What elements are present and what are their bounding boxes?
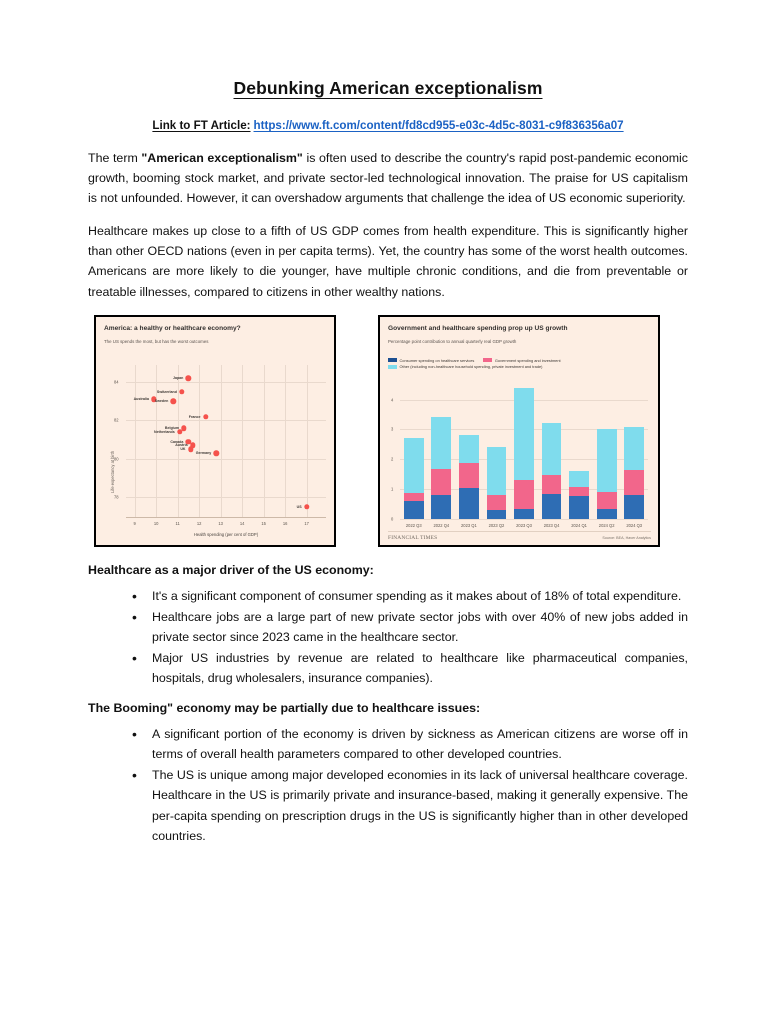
list-item: • It's a significant component of consumer spending as it makes about of 18% of total expenditure.	[132, 586, 688, 606]
bar-segment-1	[431, 469, 451, 496]
scatter-point-label: Australia	[133, 397, 149, 402]
scatter-x-tick-label: 11	[175, 520, 180, 526]
bar-chart-subtitle: Percentage point contribution to annual quarterly real GDP growth	[388, 338, 517, 344]
page-title: Debunking American exceptionalism	[233, 78, 543, 98]
ft-article-url[interactable]: https://www.ft.com/content/fd8cd955-e03c-4d5c-8031-c9f836356a07	[253, 119, 624, 132]
bar-segment-1	[404, 493, 424, 501]
american-exceptionalism-term: "American exceptionalism"	[141, 151, 303, 165]
bar-x-tick-label: 2022 Q4	[433, 522, 450, 528]
scatter-gridline-vertical	[156, 365, 157, 517]
bar-plot-area	[391, 379, 648, 528]
scatter-point-label: Belgium	[164, 426, 180, 431]
scatter-point-label: US	[296, 505, 302, 510]
scatter-point-us	[304, 504, 309, 509]
legend-row-1	[388, 358, 561, 365]
bar-column	[569, 471, 589, 519]
ft-brand-label: FINANCIAL TIMES	[388, 534, 438, 541]
bar-y-tick-label: 3	[391, 426, 394, 432]
bar-segment-2	[542, 423, 562, 475]
bar-x-tick-label: 2024 Q3	[626, 522, 643, 528]
bar-segment-1	[597, 492, 617, 508]
bar-segment-0	[431, 495, 451, 518]
bar-segment-2	[487, 447, 507, 495]
figure-bar-gdp-contributions	[378, 315, 660, 547]
scatter-point-label: Germany	[195, 451, 212, 456]
legend-swatch-consumer-healthcare	[388, 358, 397, 362]
bar-y-tick-label: 2	[391, 456, 394, 462]
section-heading-booming-economy: The Booming" economy may be partially due to healthcare issues:	[88, 701, 481, 716]
scatter-x-tick-label: 10	[153, 520, 159, 526]
bar-column	[514, 388, 534, 519]
scatter-point-label: France	[188, 414, 201, 419]
bar-segment-2	[569, 471, 589, 487]
scatter-y-tick-label: 80	[114, 456, 119, 462]
bar-segment-0	[624, 495, 644, 518]
bar-chart-title: Government and healthcare spending prop up US growth	[388, 324, 568, 332]
scatter-gridline-vertical	[242, 365, 243, 517]
scatter-x-tick-label: 14	[239, 520, 245, 526]
figure-footer-rule	[388, 531, 651, 532]
bar-y-tick-label: 4	[391, 397, 394, 402]
scatter-y-tick-label: 78	[114, 494, 119, 500]
bar-x-tick-label: 2023 Q3	[516, 522, 532, 528]
bar-x-tick-label: 2024 Q2	[598, 522, 615, 528]
scatter-point-switzerland	[179, 389, 184, 394]
bar-column	[597, 429, 617, 518]
bar-segment-1	[514, 480, 534, 509]
scatter-x-tick-label: 9	[133, 520, 136, 526]
bar-column	[542, 423, 562, 518]
scatter-point-label: Netherlands	[153, 429, 175, 434]
bar-x-tick-label: 2022 Q3	[405, 522, 422, 528]
bar-segment-2	[459, 435, 479, 462]
scatter-point-uk	[188, 447, 193, 452]
legend-label-government: Government spending and investment	[494, 357, 561, 363]
figure-scatter-health-spending	[94, 315, 336, 547]
scatter-chart-subtitle: The US spends the most, but has the worst outcomes	[104, 338, 209, 344]
bar-column	[487, 447, 507, 518]
bar-segment-0	[569, 496, 589, 518]
list-item: • A significant portion of the economy is driven by sickness as American citizens are worse off in terms of overall health parameters compared to other developed countries.	[132, 724, 688, 764]
link-label: Link to FT Article:	[152, 119, 251, 132]
scatter-gridline-horizontal	[126, 497, 326, 498]
scatter-point-sweden	[171, 399, 176, 404]
scatter-x-tick-label: 16	[282, 520, 288, 526]
scatter-gridline-vertical	[221, 365, 222, 517]
scatter-x-tick-label: 15	[261, 520, 266, 526]
scatter-x-axis-line	[126, 517, 326, 518]
bar-column	[431, 417, 451, 518]
bullet-list-healthcare-driver	[88, 586, 688, 688]
scatter-gridline-vertical	[264, 365, 265, 517]
scatter-point-label: Switzerland	[156, 389, 177, 394]
paragraph-1-rest: is often used to describe the country's rapid post-pandemic economic growth, booming stock market, and private sector-led technological innovation. The praise for US capitalism is not unfounded. However, it can overshadow arguments that challenge the idea of US economic superiority.	[88, 151, 688, 206]
scatter-chart-title: America: a healthy or healthcare economy?	[104, 324, 241, 332]
bar-x-tick-label: 2023 Q2	[488, 522, 505, 528]
bar-segment-1	[624, 470, 644, 495]
list-item: • The US is unique among major developed economies in its lack of universal healthcare coverage. Healthcare in the US is primarily private and insurance-based, making it generally expensive. The per-capita spending on prescription drugs in the US is significantly higher than in other developed countries.	[132, 765, 688, 845]
scatter-point-label: Japan	[172, 376, 184, 381]
bar-segment-0	[542, 494, 562, 519]
paragraph-1	[88, 148, 688, 208]
section-heading-healthcare-driver: Healthcare as a major driver of the US economy:	[88, 562, 374, 577]
bar-segment-2	[597, 429, 617, 492]
scatter-x-tick-label: 13	[218, 520, 223, 526]
paragraph-1-lead: The term	[88, 151, 142, 165]
scatter-point-label: Sweden	[154, 399, 169, 404]
scatter-y-tick-label: 82	[114, 417, 119, 423]
bar-segment-2	[431, 417, 451, 468]
scatter-point-label: Canada	[170, 439, 184, 444]
scatter-gridline-horizontal	[126, 459, 326, 460]
scatter-point-germany	[214, 450, 219, 455]
scatter-x-tick-label: 12	[196, 520, 202, 526]
bar-column	[624, 427, 644, 519]
ft-article-link-line	[88, 119, 688, 132]
scatter-x-axis-title: Health spending (per cent of GDP)	[193, 531, 259, 537]
bar-segment-2	[624, 427, 644, 470]
bar-segment-0	[459, 488, 479, 519]
bar-segment-2	[514, 388, 534, 480]
list-item: • Healthcare jobs are a large part of new private sector jobs with over 40% of new jobs added in private sector since 2023 came in the healthcare sector.	[132, 607, 688, 647]
bar-chart-legend	[388, 358, 561, 372]
bar-gridline-horizontal	[400, 519, 648, 520]
bar-x-tick-label: 2023 Q4	[543, 522, 560, 528]
bar-segment-2	[404, 438, 424, 493]
bar-column	[459, 435, 479, 518]
bar-segment-0	[514, 509, 534, 519]
scatter-gridline-vertical	[307, 365, 308, 517]
bar-segment-1	[487, 495, 507, 510]
bar-segment-0	[597, 509, 617, 519]
scatter-gridline-vertical	[285, 365, 286, 517]
bar-segment-1	[542, 475, 562, 493]
bullet-list-booming-economy	[88, 724, 688, 846]
scatter-x-tick-label: 17	[304, 520, 309, 526]
paragraph-2: Healthcare makes up close to a fifth of US GDP comes from health expenditure. This is significantly higher than other OECD nations (even in per capita terms). Yet, the country has some of the worst health outcomes. Americans are more likely to die younger, have multiple chronic conditions, and die from preventable or treatable illnesses, compared to citizens in other wealthy nations.	[88, 224, 688, 299]
scatter-point-label: UK	[180, 447, 186, 452]
figure-footer	[388, 535, 651, 541]
bar-segment-0	[404, 501, 424, 519]
bar-chart-canvas	[380, 317, 658, 545]
legend-swatch-government	[483, 358, 492, 362]
bar-x-tick-label: 2024 Q1	[571, 522, 587, 528]
list-item: • Major US industries by revenue are related to healthcare like pharmaceutical companies, hospitals, drug wholesalers, insurance companies).	[132, 648, 688, 688]
scatter-point-japan	[186, 375, 191, 380]
scatter-gridline-horizontal	[126, 420, 326, 421]
scatter-gridline-horizontal	[126, 382, 326, 383]
figures-row	[94, 315, 688, 547]
bar-column	[404, 438, 424, 518]
bar-y-tick-label: 1	[391, 486, 394, 492]
legend-label-other: Other (including non-healthcare household spending, private investment and trade)	[399, 364, 543, 370]
scatter-point-belgium	[181, 425, 186, 430]
scatter-gridline-vertical	[135, 365, 136, 517]
scatter-point-label: Austria	[175, 443, 188, 448]
bar-y-tick-label: 0	[391, 516, 394, 522]
chart-source-label: Source: BEA, Haver Analytics	[602, 535, 651, 540]
bar-segment-0	[487, 510, 507, 519]
legend-label-consumer-healthcare: Consumer spending on healthcare services	[399, 357, 475, 363]
scatter-plot-area	[114, 365, 326, 526]
scatter-y-tick-label: 84	[114, 379, 119, 385]
legend-row-2	[388, 364, 561, 371]
scatter-chart-canvas	[96, 317, 334, 545]
bar-segment-1	[569, 487, 589, 496]
bar-x-tick-label: 2023 Q1	[461, 522, 477, 528]
scatter-gridline-vertical	[199, 365, 200, 517]
legend-swatch-other	[388, 365, 397, 369]
bar-segment-1	[459, 463, 479, 488]
scatter-y-axis-title: Life expectancy at birth	[110, 450, 115, 493]
scatter-point-france	[203, 414, 208, 419]
